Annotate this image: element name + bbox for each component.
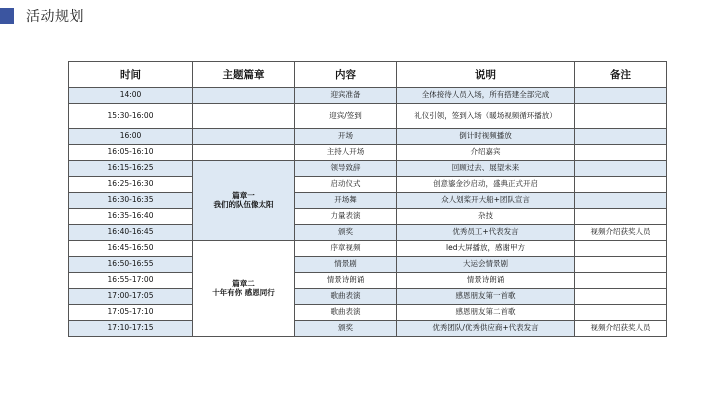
description-cell: 众人划桨开大船+团队宣言 bbox=[397, 193, 575, 209]
description-cell: 回顾过去、展望未来 bbox=[397, 161, 575, 177]
note-cell bbox=[575, 241, 667, 257]
note-cell bbox=[575, 209, 667, 225]
description-cell: 感恩朋友第一首歌 bbox=[397, 289, 575, 305]
table-row bbox=[69, 161, 667, 177]
content-cell: 主持人开场 bbox=[295, 145, 397, 161]
content-cell: 歌曲表演 bbox=[295, 289, 397, 305]
time-cell: 16:40-16:45 bbox=[69, 225, 193, 241]
note-cell: 视频介绍获奖人员 bbox=[575, 225, 667, 241]
note-cell: 视频介绍获奖人员 bbox=[575, 321, 667, 337]
table-row bbox=[69, 88, 667, 104]
table-row bbox=[69, 273, 667, 289]
content-cell: 情景剧 bbox=[295, 257, 397, 273]
header-content: 内容 bbox=[295, 62, 397, 88]
content-cell: 力量表演 bbox=[295, 209, 397, 225]
note-cell bbox=[575, 177, 667, 193]
note-cell bbox=[575, 289, 667, 305]
chapter-title: 十年有你 感恩同行 bbox=[212, 287, 275, 297]
content-cell: 迎宾/签到 bbox=[295, 104, 397, 129]
time-cell: 16:25-16:30 bbox=[69, 177, 193, 193]
content-cell: 颁奖 bbox=[295, 321, 397, 337]
description-cell: 倒计时视频播放 bbox=[397, 129, 575, 145]
table-row bbox=[69, 225, 667, 241]
note-cell bbox=[575, 145, 667, 161]
chapter-cell bbox=[193, 241, 295, 337]
header-note: 备注 bbox=[575, 62, 667, 88]
note-cell bbox=[575, 129, 667, 145]
content-cell: 启动仪式 bbox=[295, 177, 397, 193]
chapter-number: 篇章一 bbox=[232, 191, 255, 200]
content-cell: 颁奖 bbox=[295, 225, 397, 241]
content-cell: 歌曲表演 bbox=[295, 305, 397, 321]
description-cell: 全体接待人员入场，所有搭建全部完成 bbox=[397, 88, 575, 104]
chapter-cell-empty bbox=[193, 145, 295, 161]
content-cell: 情景诗朗诵 bbox=[295, 273, 397, 289]
time-cell: 14:00 bbox=[69, 88, 193, 104]
chapter-title: 我们的队伍像太阳 bbox=[213, 199, 274, 209]
note-cell bbox=[575, 257, 667, 273]
content-cell: 序章视频 bbox=[295, 241, 397, 257]
time-cell: 16:30-16:35 bbox=[69, 193, 193, 209]
note-cell bbox=[575, 161, 667, 177]
time-cell: 16:00 bbox=[69, 129, 193, 145]
description-cell: 情景诗朗诵 bbox=[397, 273, 575, 289]
time-cell: 17:00-17:05 bbox=[69, 289, 193, 305]
table-row bbox=[69, 145, 667, 161]
time-cell: 16:45-16:50 bbox=[69, 241, 193, 257]
note-cell bbox=[575, 193, 667, 209]
time-cell: 15:30-16:00 bbox=[69, 104, 193, 129]
description-cell: 优秀团队/优秀供应商+代表发言 bbox=[397, 321, 575, 337]
description-cell: led大屏播放，感谢甲方 bbox=[397, 241, 575, 257]
table-row bbox=[69, 209, 667, 225]
chapter-cell-empty bbox=[193, 129, 295, 145]
table-row bbox=[69, 129, 667, 145]
description-cell: 优秀员工+代表发言 bbox=[397, 225, 575, 241]
table-row bbox=[69, 257, 667, 273]
description-cell: 介绍嘉宾 bbox=[397, 145, 575, 161]
time-cell: 16:15-16:25 bbox=[69, 161, 193, 177]
chapter-number: 篇章二 bbox=[232, 279, 255, 288]
table-row bbox=[69, 193, 667, 209]
table-row bbox=[69, 241, 667, 257]
header-chapter: 主题篇章 bbox=[193, 62, 295, 88]
title-accent-bar bbox=[0, 8, 14, 24]
note-cell bbox=[575, 305, 667, 321]
description-cell: 感恩朋友第二首歌 bbox=[397, 305, 575, 321]
time-cell: 16:55-17:00 bbox=[69, 273, 193, 289]
table-row bbox=[69, 104, 667, 129]
table-row bbox=[69, 177, 667, 193]
note-cell bbox=[575, 104, 667, 129]
chapter-cell bbox=[193, 161, 295, 241]
table-row bbox=[69, 305, 667, 321]
content-cell: 开场 bbox=[295, 129, 397, 145]
activity-plan-table bbox=[68, 61, 667, 337]
note-cell bbox=[575, 88, 667, 104]
table-row bbox=[69, 289, 667, 305]
time-cell: 16:50-16:55 bbox=[69, 257, 193, 273]
time-cell: 17:10-17:15 bbox=[69, 321, 193, 337]
time-cell: 17:05-17:10 bbox=[69, 305, 193, 321]
header-time: 时间 bbox=[69, 62, 193, 88]
header-description: 说明 bbox=[397, 62, 575, 88]
chapter-cell-empty bbox=[193, 104, 295, 129]
note-cell bbox=[575, 273, 667, 289]
description-cell: 大运会情景剧 bbox=[397, 257, 575, 273]
page-title: 活动规划 bbox=[26, 9, 84, 25]
time-cell: 16:05-16:10 bbox=[69, 145, 193, 161]
description-cell: 杂技 bbox=[397, 209, 575, 225]
content-cell: 领导致辞 bbox=[295, 161, 397, 177]
description-cell: 礼仪引领，签到入场（暖场视频循环播放） bbox=[397, 104, 575, 129]
page-header bbox=[0, 6, 84, 26]
time-cell: 16:35-16:40 bbox=[69, 209, 193, 225]
description-cell: 创意鎏金沙启动，盛典正式开启 bbox=[397, 177, 575, 193]
chapter-cell-empty bbox=[193, 88, 295, 104]
content-cell: 开场舞 bbox=[295, 193, 397, 209]
content-cell: 迎宾准备 bbox=[295, 88, 397, 104]
table-row bbox=[69, 321, 667, 337]
table-header-row bbox=[69, 62, 667, 88]
